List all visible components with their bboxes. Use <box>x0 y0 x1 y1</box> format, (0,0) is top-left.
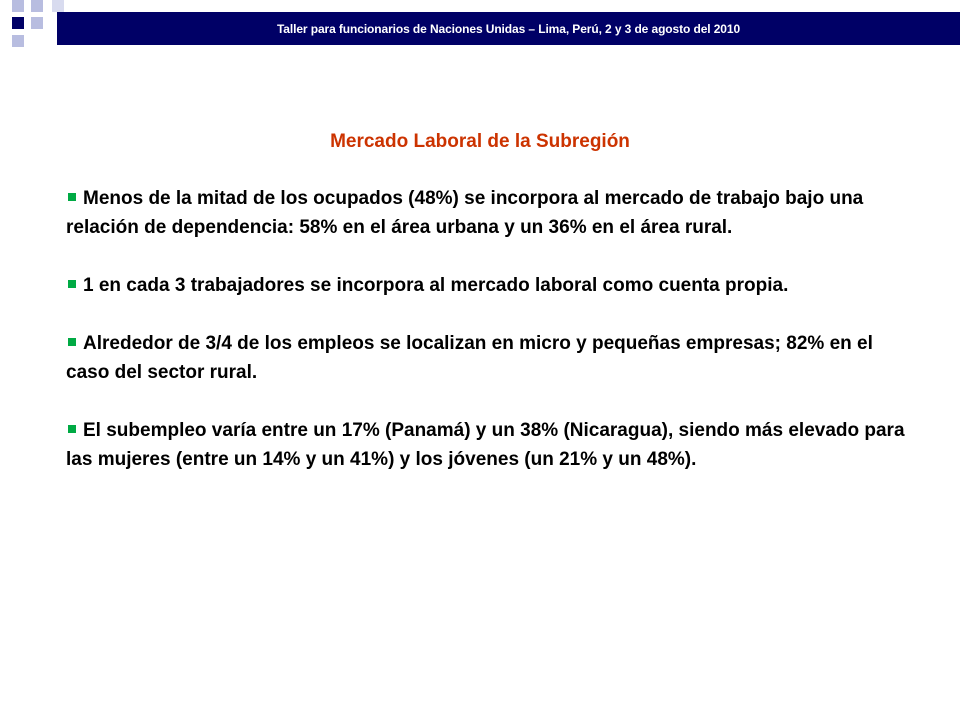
bullet-text-1: Menos de la mitad de los ocupados (48%) se incorpora al mercado de trabajo bajo una relación de dependencia: 58% en el área urbana y un 36% en el área rural. <box>66 188 864 238</box>
square-bullet-icon <box>68 280 76 288</box>
bullet-item-2 <box>66 271 906 300</box>
square-bullet-icon <box>68 193 76 201</box>
slide-title: Mercado Laboral de la Subregión <box>330 131 630 152</box>
square-bullet-icon <box>68 338 76 346</box>
square-bullet-icon <box>68 425 76 433</box>
bullet-item-4 <box>66 416 906 474</box>
bullet-text-4: El subempleo varía entre un 17% (Panamá) y un 38% (Nicaragua), siendo más elevado para las mujeres (entre un 14% y un 41%) y los jóvenes (un 21% y un 48%). <box>66 420 905 470</box>
bullet-text-3: Alrededor de 3/4 de los empleos se localizan en micro y pequeñas empresas; 82% en el caso del sector rural. <box>66 333 873 383</box>
header-bar <box>57 12 960 45</box>
bullet-item-1 <box>66 184 906 242</box>
squares-logo-icon <box>0 0 80 60</box>
bullet-list <box>66 184 906 503</box>
bullet-text-2: 1 en cada 3 trabajadores se incorpora al mercado laboral como cuenta propia. <box>83 275 789 296</box>
bullet-item-3 <box>66 329 906 387</box>
header-text: Taller para funcionarios de Naciones Unidas – Lima, Perú, 2 y 3 de agosto del 2010 <box>276 21 741 36</box>
